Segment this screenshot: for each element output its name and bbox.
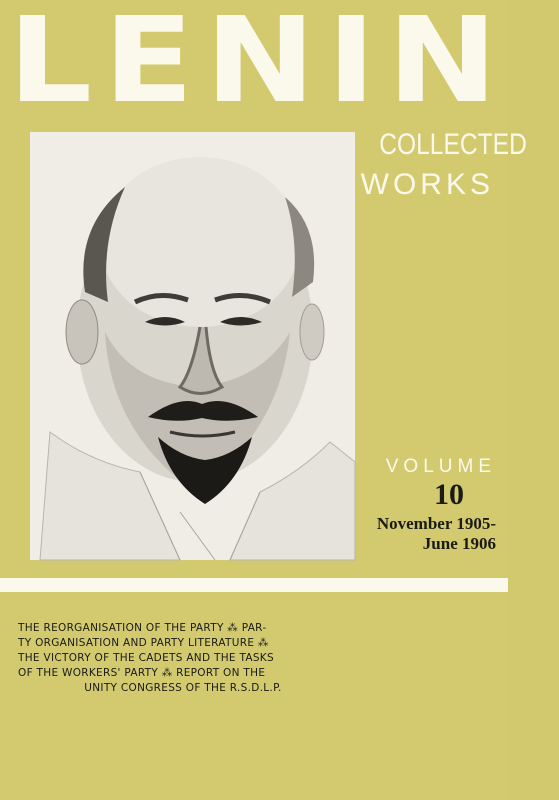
- contents-line: UNITY CONGRESS OF THE R.S.D.L.P.: [84, 682, 282, 694]
- date-end: June 1906: [422, 534, 496, 553]
- contents-list: [18, 621, 348, 696]
- portrait-drawing: [30, 132, 355, 560]
- contents-line: THE VICTORY OF THE CADETS AND THE TASKS: [18, 652, 274, 664]
- author-title: LENIN: [8, 0, 509, 129]
- series-title-line1: COLLECTED: [379, 128, 527, 161]
- cover-divider: [0, 578, 508, 592]
- volume-info: [346, 456, 496, 554]
- date-range: [346, 514, 496, 554]
- volume-number: 10: [434, 478, 464, 511]
- date-start: November 1905-: [376, 514, 496, 533]
- volume-label: VOLUME: [385, 456, 496, 477]
- portrait-illustration: [30, 132, 355, 560]
- contents-line: THE REORGANISATION OF THE PARTY ⁂ PAR-: [18, 622, 267, 634]
- contents-line: OF THE WORKERS' PARTY ⁂ REPORT ON THE: [18, 667, 266, 679]
- contents-line: TY ORGANISATION AND PARTY LITERATURE ⁂: [18, 637, 269, 649]
- series-title-line2: WORKS: [360, 168, 494, 201]
